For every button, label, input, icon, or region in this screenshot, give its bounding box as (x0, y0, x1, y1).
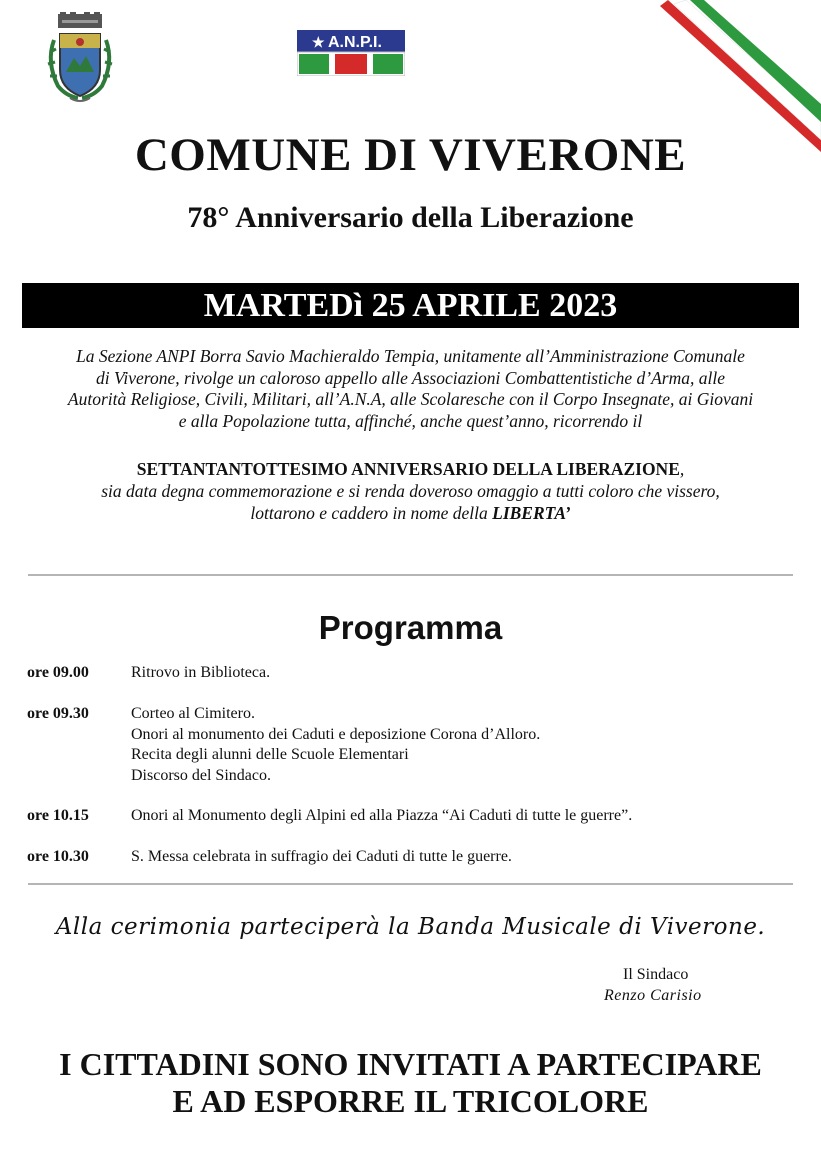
date-banner: MARTEDì 25 APRILE 2023 (22, 283, 799, 328)
invitation-line: I CITTADINI SONO INVITATI A PARTECIPARE (59, 1046, 762, 1082)
page-title: COMUNE DI VIVERONE (134, 129, 687, 181)
program-line: Onori al monumento dei Caduti e deposizione Corona d’Alloro. (131, 725, 541, 743)
divider (28, 883, 793, 885)
appeal-line: Autorità Religiose, Civili, Militari, all’A.N.A, alle Scolaresche con il Corpo Insegnate, ai Giovani (67, 389, 754, 409)
anniversary-paragraph (22, 458, 799, 524)
program-line: S. Messa celebrata in suffragio dei Caduti di tutte le guerre. (131, 848, 512, 865)
program-time: ore 10.30 (27, 848, 89, 865)
program-line: Recita degli alunni delle Scuole Elementari (131, 746, 409, 763)
liberta-emphasis: LIBERTA’ (492, 503, 571, 523)
appeal-paragraph (22, 346, 799, 432)
program-time: ore 09.30 (27, 705, 89, 722)
municipal-crest-icon (40, 12, 120, 104)
appeal-line: La Sezione ANPI Borra Savio Machieraldo Tempia, unitamente all’Amministrazione Comunale (76, 346, 745, 366)
program-line: Corteo al Cimitero. (131, 705, 255, 722)
signature-role: Il Sindaco (623, 966, 689, 983)
banda-note: Alla cerimonia parteciperà la Banda Musicale di Viverone. (55, 914, 766, 940)
divider (28, 574, 793, 576)
anniversary-line: lottarono e caddero in nome della (250, 503, 493, 523)
program-time: ore 10.15 (27, 807, 89, 824)
appeal-line: e alla Popolazione tutta, affinché, anche quest’anno, ricorrendo il (178, 410, 643, 431)
program-line: Discorso del Sindaco. (131, 766, 271, 784)
star-icon: ★ (312, 34, 325, 50)
program-line: Onori al Monumento degli Alpini ed alla Piazza “Ai Caduti di tutte le guerre”. (131, 807, 633, 824)
page-subtitle: 78° Anniversario della Liberazione (187, 201, 634, 234)
program-time: ore 09.00 (27, 664, 89, 681)
anniversary-heading: SETTANTANTOTTESIMO ANNIVERSARIO DELLA LIBERAZIONE (136, 459, 680, 479)
programma-heading: Programma (318, 609, 503, 646)
appeal-line: di Viverone, rivolge un caloroso appello alle Associazioni Combattentistiche d’Arma, alle (96, 367, 725, 388)
anniversary-line: sia data degna commemorazione e si renda doveroso omaggio a tutti coloro che vissero, (101, 481, 720, 501)
program-line: Ritrovo in Biblioteca. (131, 664, 271, 681)
invitation-banner (0, 1046, 821, 1120)
anpi-badge (297, 30, 405, 76)
anniversary-comma: , (679, 459, 685, 479)
invitation-line: E AD ESPORRE IL TRICOLORE (172, 1083, 649, 1119)
signature-name: Renzo Carisio (604, 987, 702, 1004)
anpi-badge-label: A.N.P.I. (328, 34, 382, 51)
